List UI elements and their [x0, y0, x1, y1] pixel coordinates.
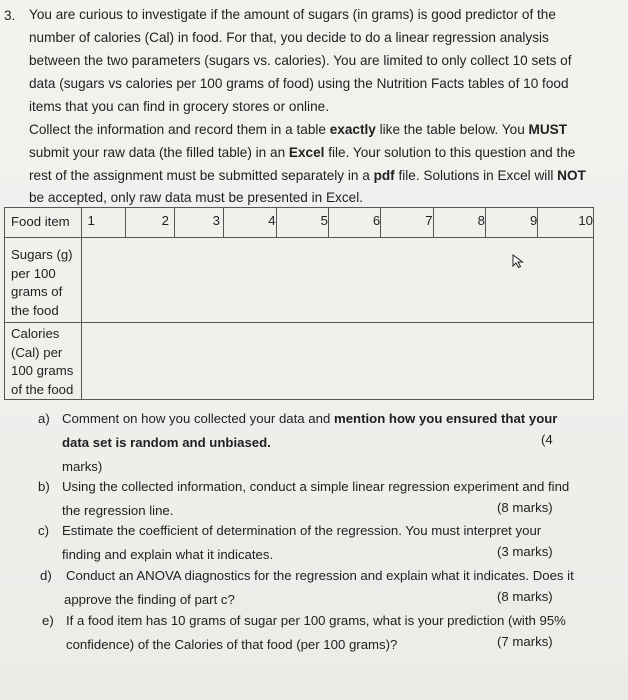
part-e-line-2: confidence) of the Calories of that food (per 100 grams)? [66, 637, 398, 652]
collect-instructions [29, 119, 567, 141]
question-line-1: You are curious to investigate if the amount of sugars (in grams) is good predictor of the [29, 7, 556, 22]
part-a-text-bold-2: data set is random and unbiased. [62, 435, 271, 450]
sugars-label-line: grams of [11, 284, 63, 299]
question-line-5: items that you can find in grocery stores or online. [29, 99, 329, 114]
rest-text-a: rest of the assignment must be submitted separately in a [29, 168, 374, 183]
column-number: 10 [578, 213, 593, 228]
calories-label-cell [5, 323, 82, 400]
column-header-3 [174, 208, 224, 238]
column-header-7 [381, 208, 433, 238]
mouse-cursor-icon [512, 254, 524, 268]
sugars-label-line: Sugars (g) [11, 247, 73, 262]
part-e-marks: (7 marks) [497, 634, 553, 649]
sugars-label-line: per 100 [11, 265, 56, 281]
part-e-letter: e) [42, 613, 54, 628]
sugars-label-cell [5, 238, 82, 323]
column-number: 6 [372, 213, 381, 228]
part-d-marks: (8 marks) [497, 589, 553, 604]
part-b-line-1: Using the collected information, conduct a simple linear regression experiment and find [62, 479, 570, 494]
collect-text-d: MUST [528, 122, 568, 137]
rest-text-b: pdf [373, 168, 395, 183]
calories-label-line: of the food [11, 381, 74, 397]
column-header-1 [82, 208, 125, 238]
calories-row [5, 323, 594, 400]
sugars-values-cell[interactable] [82, 238, 594, 323]
column-number: 2 [161, 213, 169, 228]
column-header-6 [328, 208, 380, 238]
rest-text-d: NOT [557, 168, 586, 183]
column-header-8 [433, 208, 485, 238]
question-line-2: number of calories (Cal) in food. For that, you decide to do a linear regression analysis [29, 30, 549, 45]
part-a-text-bold: mention how you ensured that your [333, 411, 558, 426]
column-number: 9 [529, 213, 538, 228]
column-number: 8 [477, 213, 485, 228]
column-header-10 [538, 208, 594, 238]
part-a-marks-close: marks) [62, 459, 103, 474]
rest-text-c: file. Solutions in Excel will [394, 168, 558, 183]
calories-label-line: 100 grams [11, 363, 74, 378]
part-c-letter: c) [38, 523, 49, 538]
part-d-line-2: approve the finding of part c? [64, 592, 235, 607]
part-c-line-1: Estimate the coefficient of determination of the regression. You must interpret your [62, 523, 542, 538]
submit-instructions [29, 142, 575, 164]
calories-label-line: (Cal) per [11, 344, 63, 360]
column-number: 1 [87, 213, 95, 228]
column-header-2 [125, 208, 174, 238]
part-b-line-2: the regression line. [62, 503, 174, 518]
column-header-9 [485, 208, 537, 238]
submit-text-c: file. Your solution to this question and the [324, 145, 576, 160]
collect-text-b: exactly [329, 122, 376, 137]
part-a-letter: a) [38, 411, 50, 426]
question-line-3: between the two parameters (sugars vs. calories). You are limited to only collect 10 sets of [29, 53, 572, 68]
submit-text-b: Excel [288, 145, 325, 160]
collect-text-a: Collect the information and record them in a table [29, 122, 330, 137]
part-e-line-1: If a food item has 10 grams of sugar per 100 grams, what is your prediction (with 95% [66, 613, 566, 628]
question-number: 3. [4, 8, 16, 23]
food-item-header: Food item [5, 208, 82, 238]
part-a-marks-open: (4 [541, 432, 553, 447]
column-number: 7 [425, 213, 433, 228]
part-b-marks: (8 marks) [497, 500, 553, 515]
calories-values-cell[interactable] [82, 323, 594, 400]
calories-label-line: Calories [11, 326, 60, 341]
column-number: 4 [268, 213, 276, 228]
part-d-letter: d) [40, 568, 52, 583]
submit-text-a: submit your raw data (the filled table) in an [29, 145, 289, 160]
part-c-line-2: finding and explain what it indicates. [62, 547, 274, 562]
column-header-5 [276, 208, 328, 238]
part-d-line-1: Conduct an ANOVA diagnostics for the regression and explain what it indicates. Does it [66, 568, 574, 583]
part-a-line-1 [62, 408, 557, 430]
question-line-4: data (sugars vs calories per 100 grams of food) using the Nutrition Facts tables of 10 food [29, 76, 569, 91]
column-number: 5 [320, 213, 328, 228]
table-header-row [5, 208, 594, 238]
column-header-4 [224, 208, 276, 238]
sugars-row [5, 238, 594, 323]
accepted-instructions: be accepted, only raw data must be presented in Excel. [29, 190, 363, 205]
collect-text-c: like the table below. You [375, 122, 529, 137]
column-number: 3 [212, 213, 220, 228]
data-table [4, 207, 594, 400]
sugars-label-line: the food [11, 302, 59, 318]
part-b-letter: b) [38, 479, 50, 494]
part-c-marks: (3 marks) [497, 544, 553, 559]
rest-instructions [29, 165, 586, 187]
part-a-line-2 [62, 432, 271, 454]
part-a-text-plain: Comment on how you collected your data and [62, 411, 334, 426]
